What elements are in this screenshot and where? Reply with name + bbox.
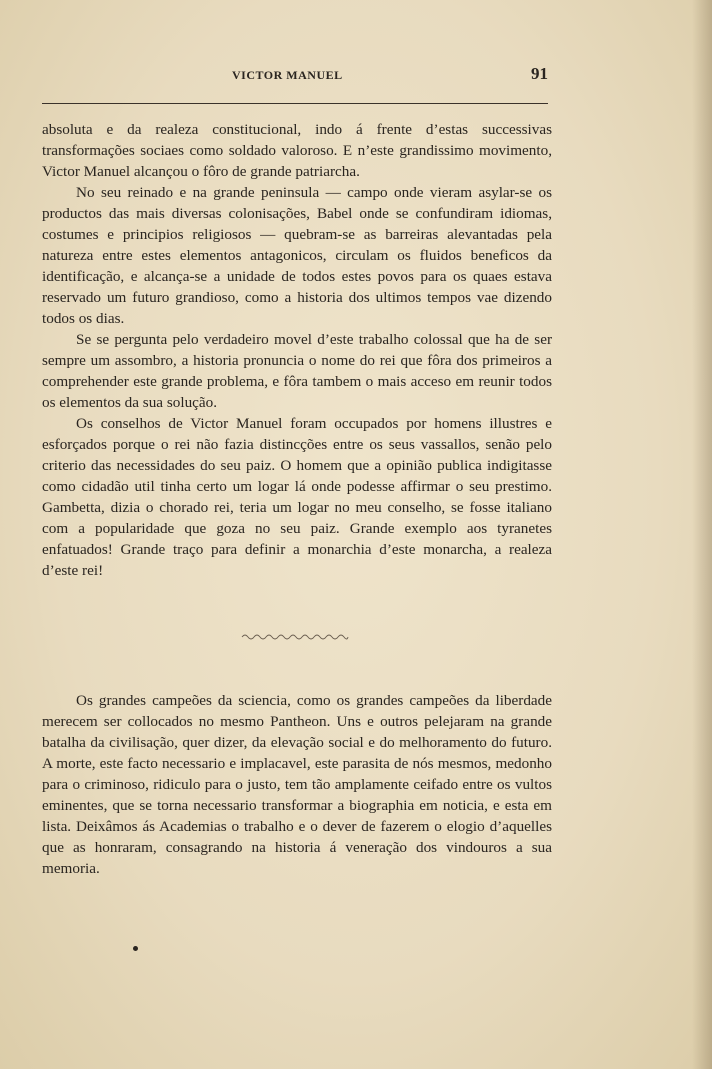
ink-dot [133,946,138,951]
paragraph: Os conselhos de Victor Manuel foram occupados por homens illustres e esforçados porque o rei não fazia distincções entre os seus vassallos, senão pelo criterio das necessidades do seu paiz. O homem que a opinião publica indigitasse como cidadão util tinha certo um logar lá onde podesse affirmar o seu prestimo. Gambetta, dizia o chorado rei, teria um logar no meu conselho, se fosse italiano com a popularidade que goza no seu paiz. Grande exemplo aos tyranetes enfatuados! Grande traço para definir a monarchia d’este monarcha, a realeza d’este rei! [42,415,552,579]
header-rule [42,103,548,104]
page-edge-shadow [692,0,712,1069]
page-header [42,64,548,86]
text-section-2 [42,690,552,879]
paragraph: No seu reinado e na grande peninsula — campo onde vieram asylar-se os productos das mais diversas colonisações, Babel onde se confundiram idiomas, costumes e principios religiosos — quebram-se as barreiras alevantadas pela natureza entre estes elementos antagonicos, circulam os fluidos beneficos da identificação, e alcança-se a unidade de todos estes povos para os quaes estava reservado um futuro grandioso, como a historia dos ultimos tempos vae dizendo todos os dias. [42,184,552,327]
wavy-divider-icon [240,630,350,642]
text-section-1 [42,119,552,581]
page-number: 91 [531,64,548,83]
paragraph: absoluta e da realeza constitucional, indo á frente d’estas successivas transformações sociaes como soldado valoroso. E n’este grandissimo movimento, Victor Manuel alcançou o fôro de grande patriarcha. [42,121,552,180]
paragraph: Se se pergunta pelo verdadeiro movel d’este trabalho colossal que ha de ser sempre um assombro, a historia pronuncia o nome do rei que fôra dos primeiros a comprehender este grande problema, e fôra tambem o mais acceso em reunir todos os elementos da sua solução. [42,331,552,411]
running-title: VICTOR MANUEL [232,68,343,82]
paragraph: Os grandes campeões da sciencia, como os grandes campeões da liberdade merecem ser collocados no mesmo Pantheon. Uns e outros pelejaram na grande batalha da civilisação, quer dizer, da elevação social e do melhoramento do futuro. A morte, este facto necessario e implacavel, este parasita de nós mesmos, medonho para o criminoso, ridiculo para o justo, tem tão amplamente ceifado entre os vultos eminentes, que se torna necessario transformar a biographia em noticia, e esta em lista. Deixâmos ás Academias o trabalho e o dever de fazerem o elogio d’aquelles que as honraram, consagrando na historia á veneração dos vindouros a sua memoria. [42,692,552,877]
